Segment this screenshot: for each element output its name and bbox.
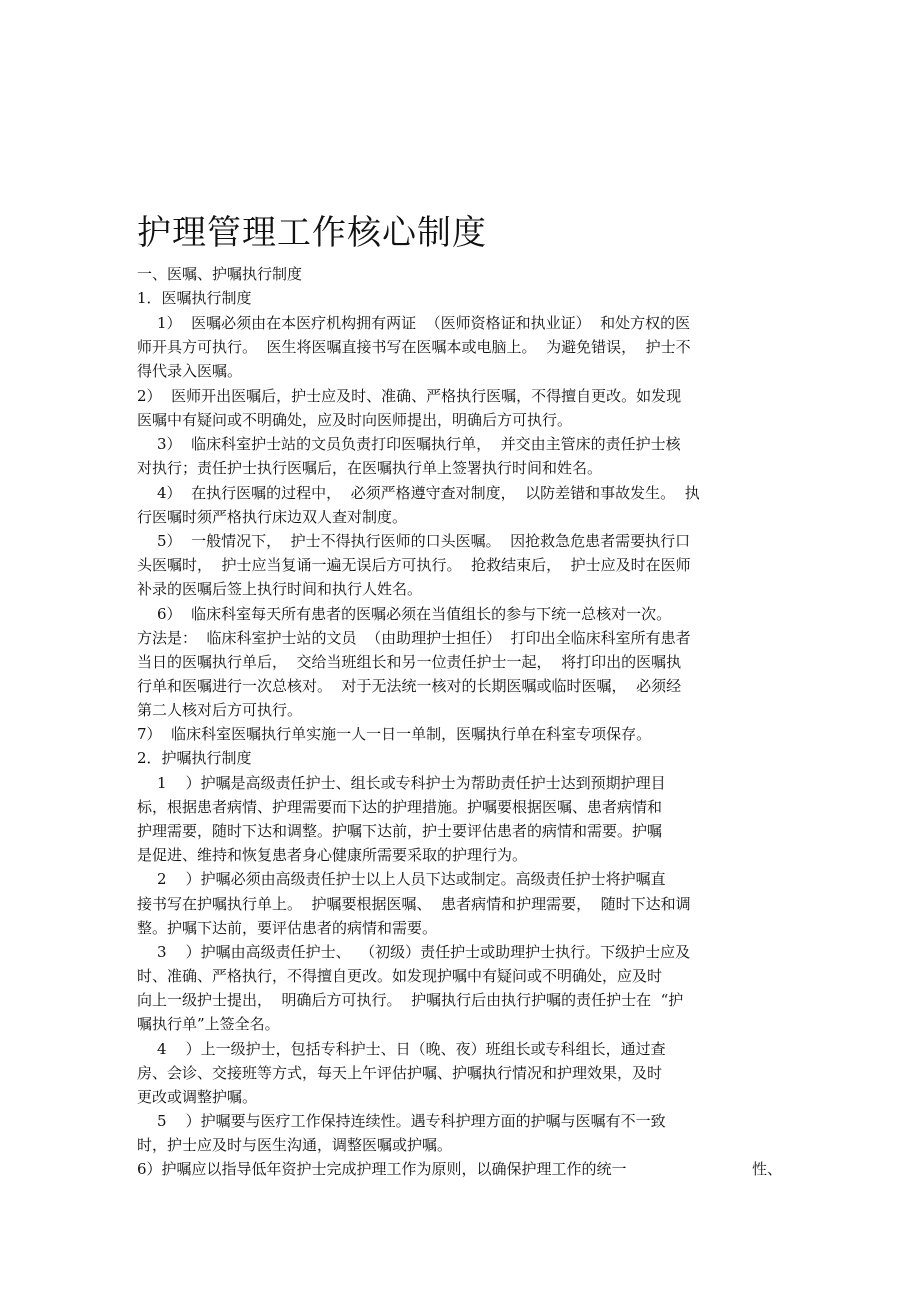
paragraph-line-tail: 性、 <box>752 1160 783 1178</box>
paragraph-line: 7） 临床科室医嘱执行单实施一人一日一单制，医嘱执行单在科室专项保存。 <box>137 725 652 743</box>
paragraph-line: 更改或调整护嘱。 <box>137 1088 258 1106</box>
paragraph-line: 4 ）上一级护士，包括专科护士、日（晚、夜）班组长或专科组长，通过查 <box>157 1040 666 1058</box>
paragraph-line: 3） 临床科室护士站的文员负责打印医嘱执行单， 并交由主管床的责任护士核 <box>157 435 681 453</box>
paragraph-line: 1） 医嘱必须由在本医疗机构拥有两证 （医师资格证和执业证） 和处方权的医 <box>157 314 691 332</box>
paragraph-line: 得代录入医嘱。 <box>137 362 243 380</box>
paragraph-line: 嘱执行单”上签全名。 <box>137 1015 280 1033</box>
paragraph-line: 向上一级护士提出， 明确后方可执行。 护嘱执行后由执行护嘱的责任护士在 “护 <box>137 991 684 1009</box>
paragraph-line: 1 ）护嘱是高级责任护士、组长或专科护士为帮助责任护士达到预期护理目 <box>157 774 666 792</box>
paragraph-line: 对执行；责任护士执行医嘱后，在医嘱执行单上签署执行时间和姓名。 <box>137 459 603 477</box>
section-heading: 一、医嘱、护嘱执行制度 <box>137 265 303 283</box>
paragraph-line: 补录的医嘱后签上执行时间和执行人姓名。 <box>137 580 423 598</box>
paragraph-line: 5 ）护嘱要与医疗工作保持连续性。遇专科护理方面的护嘱与医嘱有不一致 <box>157 1112 666 1130</box>
paragraph-line: 房、会诊、交接班等方式，每天上午评估护嘱、护嘱执行情况和护理效果，及时 <box>137 1064 663 1082</box>
paragraph-line: 头医嘱时， 护士应当复诵一遍无误后方可执行。 抢救结束后， 护士应及时在医师 <box>137 556 691 574</box>
paragraph-line: 方法是： 临床科室护士站的文员 （由助理护士担任） 打印出全临床科室所有患者 <box>137 629 691 647</box>
paragraph-line: 第二人核对后方可执行。 <box>137 701 303 719</box>
paragraph-line: 3 ）护嘱由高级责任护士、 （初级）责任护士或助理护士执行。下级护士应及 <box>157 943 691 961</box>
paragraph-line: 6）护嘱应以指导低年资护士完成护理工作为原则，以确保护理工作的统一 <box>137 1160 627 1178</box>
document-title: 护理管理工作核心制度 <box>137 213 487 253</box>
subsection-heading: 1．医嘱执行制度 <box>137 289 252 307</box>
paragraph-line: 4） 在执行医嘱的过程中， 必须严格遵守查对制度， 以防差错和事故发生。 执 <box>157 484 700 502</box>
paragraph-line: 5） 一般情况下， 护士不得执行医师的口头医嘱。 因抢救急危患者需要执行口 <box>157 532 691 550</box>
paragraph-line: 接书写在护嘱执行单上。 护嘱要根据医嘱、 患者病情和护理需要， 随时下达和调 <box>137 895 691 913</box>
paragraph-line: 行单和医嘱进行一次总核对。 对于无法统一核对的长期医嘱或临时医嘱， 必须经 <box>137 677 682 695</box>
paragraph-line: 护理需要，随时下达和调整。护嘱下达前，护士要评估患者的病情和需要。护嘱 <box>137 822 663 840</box>
paragraph-line: 6） 临床科室每天所有患者的医嘱必须在当值组长的参与下统一总核对一次。 <box>157 605 672 623</box>
paragraph-line: 当日的医嘱执行单后， 交给当班组长和另一位责任护士一起， 将打印出的医嘱执 <box>137 653 682 671</box>
paragraph-line: 医嘱中有疑问或不明确处，应及时向医师提出，明确后方可执行。 <box>137 411 573 429</box>
paragraph-line: 时、准确、严格执行，不得擅自更改。如发现护嘱中有疑问或不明确处，应及时 <box>137 967 663 985</box>
paragraph-line: 标，根据患者病情、护理需要而下达的护理措施。护嘱要根据医嘱、患者病情和 <box>137 798 663 816</box>
paragraph-line: 行医嘱时须严格执行床边双人查对制度。 <box>137 508 408 526</box>
paragraph-line: 师开具方可执行。 医生将医嘱直接书写在医嘱本或电脑上。 为避免错误， 护士不 <box>137 338 691 356</box>
paragraph-line: 2 ）护嘱必须由高级责任护士以上人员下达或制定。高级责任护士将护嘱直 <box>157 870 666 888</box>
paragraph-line: 整。护嘱下达前，要评估患者的病情和需要。 <box>137 919 438 937</box>
paragraph-line: 时，护士应及时与医生沟通，调整医嘱或护嘱。 <box>137 1136 453 1154</box>
subsection-heading: 2．护嘱执行制度 <box>137 749 252 767</box>
paragraph-line: 2） 医师开出医嘱后，护士应及时、准确、严格执行医嘱，不得擅自更改。如发现 <box>137 387 682 405</box>
paragraph-line: 是促进、维持和恢复患者身心健康所需要采取的护理行为。 <box>137 846 528 864</box>
